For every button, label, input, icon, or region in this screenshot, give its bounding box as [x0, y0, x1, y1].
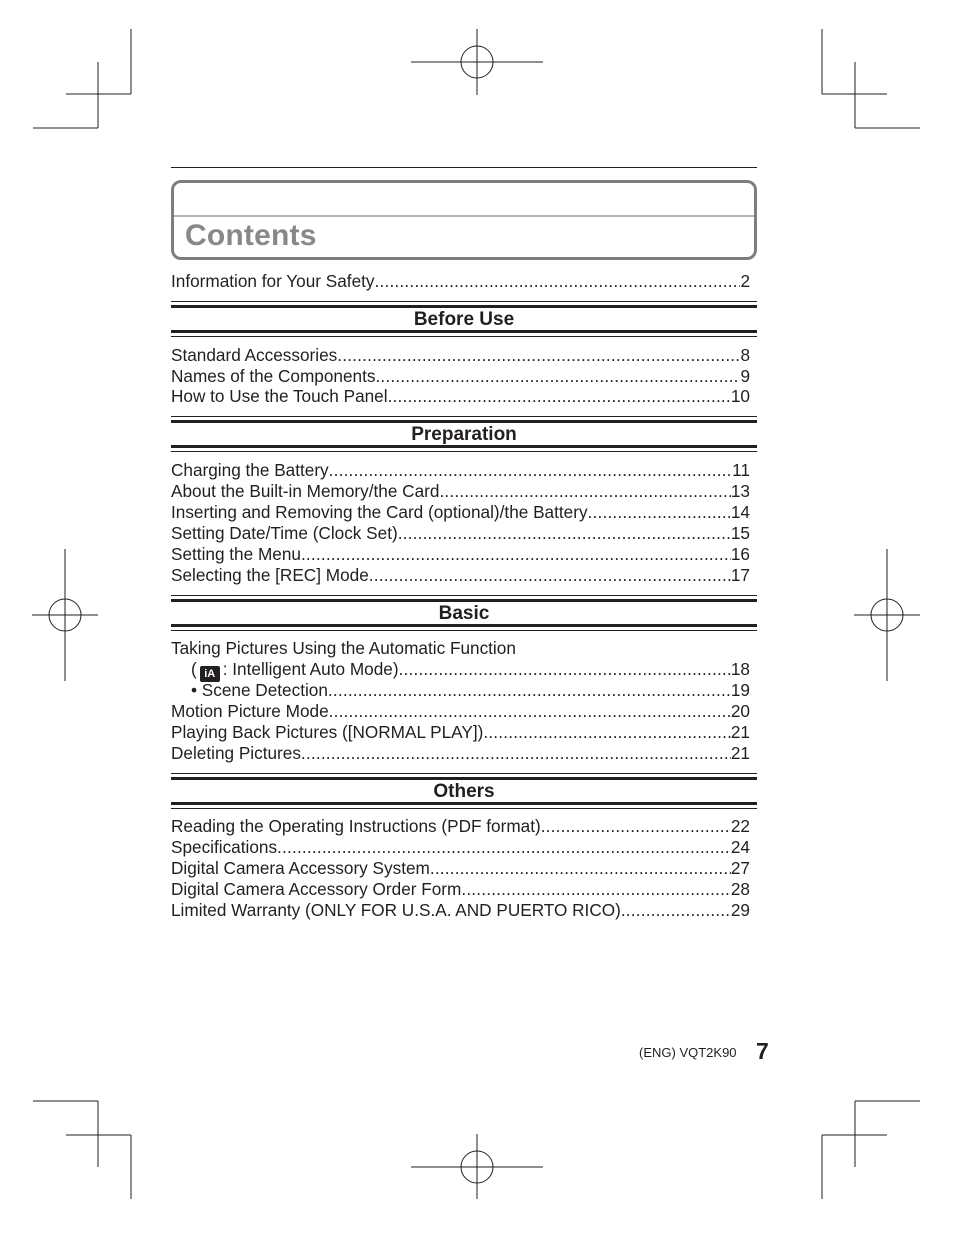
- toc-entry-label: Specifications: [171, 837, 278, 857]
- toc-entry-page: 18: [730, 659, 750, 679]
- toc-entry-page: 10: [730, 386, 750, 406]
- toc-entry-page: 2: [740, 271, 750, 291]
- title-box-divider: [174, 215, 754, 217]
- toc-entry-page: 21: [730, 743, 750, 763]
- toc-entry-page: 24: [730, 837, 750, 857]
- dot-leader: [369, 565, 731, 586]
- section-header-others: [171, 773, 757, 809]
- toc-entry-page: 16: [730, 544, 750, 564]
- dot-leader: [439, 481, 730, 502]
- toc-entry-label: Digital Camera Accessory Order Form: [171, 879, 462, 899]
- toc-entry-label: Charging the Battery: [171, 460, 329, 480]
- dot-leader: [277, 837, 731, 858]
- toc-entry-safety[interactable]: [171, 271, 750, 292]
- dot-leader: [541, 816, 731, 837]
- dot-leader: [328, 680, 731, 701]
- toc-entry-page: 28: [730, 879, 750, 899]
- toc-entry[interactable]: [171, 366, 750, 387]
- toc-entry-page: 22: [730, 816, 750, 836]
- toc-entry-page: 14: [730, 502, 750, 522]
- toc-entry[interactable]: [171, 722, 750, 743]
- dot-leader: [430, 858, 731, 879]
- section-heading: Basic: [438, 603, 490, 624]
- toc-entry[interactable]: [171, 837, 750, 858]
- title-box: [171, 180, 757, 260]
- toc-entry[interactable]: [171, 565, 750, 586]
- toc-entry-page: 15: [730, 523, 750, 543]
- section-heading: Before Use: [413, 309, 515, 330]
- open-paren: (: [191, 659, 197, 679]
- toc-entry-label: Standard Accessories: [171, 345, 338, 365]
- dot-leader: [483, 722, 731, 743]
- toc-entry-scene-detection[interactable]: [191, 680, 750, 701]
- toc-entry-page: 9: [740, 366, 750, 386]
- page-title: Contents: [185, 219, 317, 252]
- toc-entry-label: Motion Picture Mode: [171, 701, 329, 721]
- toc-entry[interactable]: [171, 743, 750, 764]
- toc-entry-label: Limited Warranty (ONLY FOR U.S.A. AND PUERTO RICO): [171, 900, 621, 920]
- toc-entry[interactable]: [171, 858, 750, 879]
- dot-leader: [398, 523, 731, 544]
- dot-leader: [461, 879, 731, 900]
- footer-page-number: 7: [756, 1038, 769, 1064]
- toc-entry[interactable]: [171, 502, 750, 523]
- toc-entry-page: 19: [730, 680, 750, 700]
- toc-entry-label: Reading the Operating Instructions (PDF format): [171, 816, 541, 836]
- toc-entry-label: • Scene Detection: [191, 680, 328, 700]
- dot-leader: [388, 386, 731, 407]
- toc-entry-page: 8: [740, 345, 750, 365]
- toc-entry-page: 17: [730, 565, 750, 585]
- section-heading: Others: [433, 781, 495, 802]
- toc-entry[interactable]: [171, 345, 750, 366]
- section-heading: Preparation: [411, 424, 517, 445]
- toc-entry[interactable]: [171, 523, 750, 544]
- dot-leader: [329, 701, 731, 722]
- dot-leader: [329, 460, 733, 481]
- toc-entry-page: 11: [732, 460, 750, 480]
- top-rule: [171, 167, 757, 168]
- toc-entry-page: 29: [730, 900, 750, 920]
- toc-entry-label: Playing Back Pictures ([NORMAL PLAY]): [171, 722, 484, 742]
- toc-entry[interactable]: [171, 879, 750, 900]
- section-header-basic: [171, 595, 757, 631]
- toc-entry[interactable]: [171, 701, 750, 722]
- toc-entry-intelligent-auto[interactable]: [191, 659, 750, 680]
- dot-leader: [301, 743, 731, 764]
- toc-entry[interactable]: [171, 386, 750, 407]
- toc-entry-label: Setting the Menu: [171, 544, 301, 564]
- toc-entry-label: About the Built-in Memory/the Card: [171, 481, 440, 501]
- toc-entry-page: 13: [730, 481, 750, 501]
- intelligent-auto-icon: iA: [200, 666, 220, 682]
- toc-entry[interactable]: [171, 816, 750, 837]
- toc-entry-intro: Taking Pictures Using the Automatic Function: [171, 638, 516, 658]
- dot-leader: [588, 502, 731, 523]
- toc-entry-page: 27: [730, 858, 750, 878]
- toc-entry-label: Selecting the [REC] Mode: [171, 565, 369, 585]
- dot-leader: [337, 345, 740, 366]
- toc-entry[interactable]: [171, 481, 750, 502]
- toc-entry-page: 21: [730, 722, 750, 742]
- toc-entry-label-text: : Intelligent Auto Mode): [222, 659, 399, 679]
- toc-entry-label: Digital Camera Accessory System: [171, 858, 430, 878]
- toc-entry-label: Deleting Pictures: [171, 743, 301, 763]
- toc-entry[interactable]: [171, 460, 750, 481]
- dot-leader: [399, 659, 731, 680]
- toc-entry-label: [191, 659, 399, 680]
- section-header-preparation: [171, 416, 757, 452]
- toc-entry-label: Information for Your Safety: [171, 271, 375, 291]
- toc-entry-page: 20: [730, 701, 750, 721]
- toc-entry-label: Inserting and Removing the Card (optional)/the Battery: [171, 502, 588, 522]
- dot-leader: [375, 271, 741, 292]
- toc-entry-label: Names of the Components: [171, 366, 376, 386]
- toc-entry-label: How to Use the Touch Panel: [171, 386, 388, 406]
- toc-entry[interactable]: [171, 544, 750, 565]
- section-header-before-use: [171, 301, 757, 337]
- footer-document-code: (ENG) VQT2K90: [639, 1045, 737, 1060]
- toc-entry-label: Setting Date/Time (Clock Set): [171, 523, 398, 543]
- dot-leader: [621, 900, 731, 921]
- toc-entry[interactable]: [171, 900, 750, 921]
- dot-leader: [375, 366, 740, 387]
- dot-leader: [301, 544, 731, 565]
